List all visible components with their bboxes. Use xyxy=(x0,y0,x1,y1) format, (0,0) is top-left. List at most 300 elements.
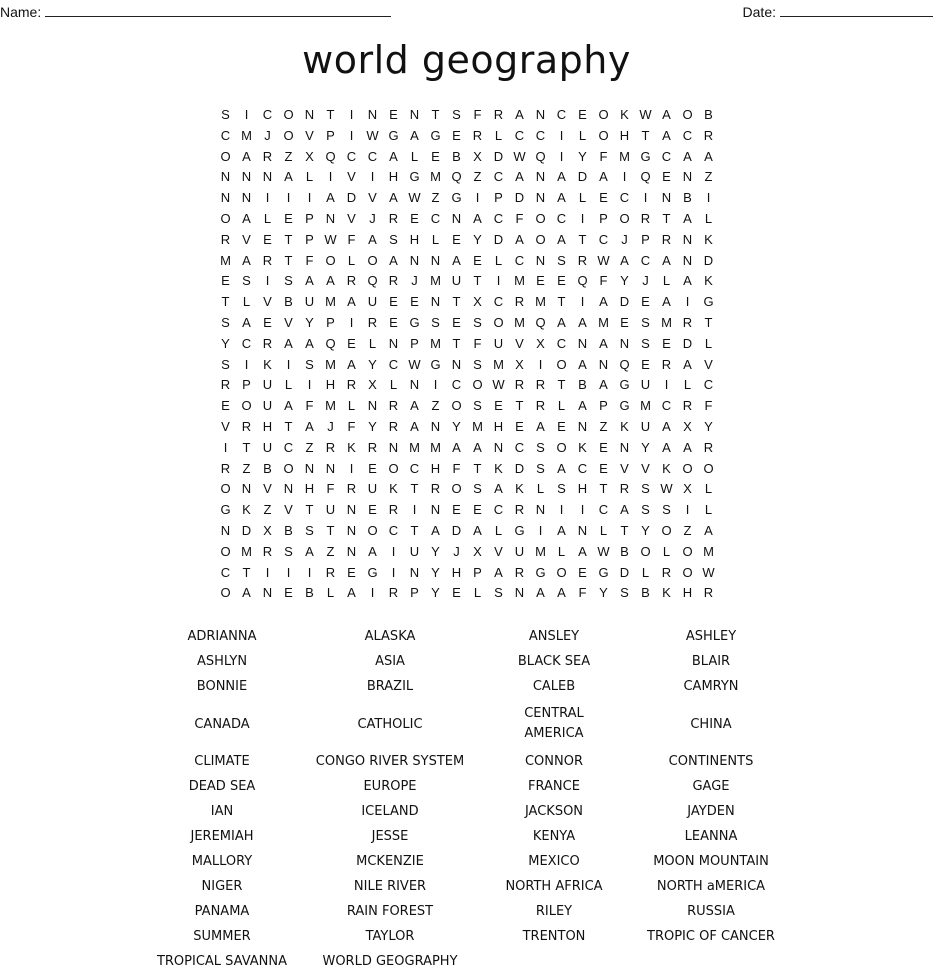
grid-letter[interactable]: C xyxy=(346,148,357,164)
grid-letter[interactable]: R xyxy=(262,252,273,268)
grid-letter[interactable]: I xyxy=(685,502,690,518)
grid-letter[interactable]: O xyxy=(598,107,609,122)
grid-letter[interactable]: D xyxy=(619,294,630,310)
grid-letter[interactable]: R xyxy=(262,148,273,164)
grid-letter[interactable]: K xyxy=(494,460,503,476)
grid-letter[interactable]: H xyxy=(388,169,399,185)
grid-letter[interactable]: E xyxy=(263,314,272,330)
grid-letter[interactable]: A xyxy=(242,314,251,330)
grid-letter[interactable]: E xyxy=(599,460,608,476)
grid-letter[interactable]: R xyxy=(388,210,399,226)
grid-letter[interactable]: A xyxy=(389,190,398,206)
grid-letter[interactable]: C xyxy=(388,356,399,372)
grid-letter[interactable]: E xyxy=(284,210,293,226)
grid-letter[interactable]: J xyxy=(411,273,418,289)
grid-letter[interactable]: E xyxy=(389,294,398,310)
grid-letter[interactable]: U xyxy=(262,439,273,455)
grid-letter[interactable]: X xyxy=(515,356,524,372)
grid-letter[interactable]: T xyxy=(431,107,440,122)
grid-letter[interactable]: N xyxy=(451,356,462,372)
grid-letter[interactable]: L xyxy=(326,585,335,601)
grid-letter[interactable]: H xyxy=(262,418,273,434)
grid-letter[interactable]: R xyxy=(535,398,546,414)
grid-letter[interactable]: C xyxy=(682,127,693,143)
grid-letter[interactable]: R xyxy=(388,585,399,601)
grid-letter[interactable]: N xyxy=(283,481,294,497)
grid-letter[interactable]: R xyxy=(619,481,630,497)
grid-letter[interactable]: R xyxy=(220,231,231,247)
grid-letter[interactable]: H xyxy=(304,481,315,497)
grid-letter[interactable]: A xyxy=(410,127,419,143)
grid-letter[interactable]: Z xyxy=(431,398,440,414)
grid-letter[interactable]: Q xyxy=(325,148,336,164)
grid-letter[interactable]: S xyxy=(662,502,671,518)
grid-letter[interactable]: R xyxy=(682,314,693,330)
grid-letter[interactable]: L xyxy=(368,335,377,351)
grid-letter[interactable]: Y xyxy=(641,439,650,455)
grid-letter[interactable]: N xyxy=(346,502,357,518)
grid-letter[interactable]: K xyxy=(578,439,587,455)
grid-letter[interactable]: O xyxy=(682,460,693,476)
grid-letter[interactable]: K xyxy=(263,356,272,372)
grid-letter[interactable]: G xyxy=(535,564,546,580)
grid-letter[interactable]: I xyxy=(244,356,249,372)
grid-letter[interactable]: A xyxy=(536,418,545,434)
grid-letter[interactable]: C xyxy=(283,439,294,455)
grid-letter[interactable]: L xyxy=(494,127,503,143)
grid-letter[interactable]: W xyxy=(513,148,526,164)
grid-letter[interactable]: P xyxy=(242,377,251,393)
grid-letter[interactable]: I xyxy=(664,377,669,393)
grid-letter[interactable]: W xyxy=(492,377,505,393)
grid-letter[interactable]: A xyxy=(389,148,398,164)
grid-letter[interactable]: E xyxy=(452,502,461,518)
grid-letter[interactable]: C xyxy=(493,502,504,518)
grid-letter[interactable]: A xyxy=(305,543,314,559)
grid-letter[interactable]: E xyxy=(473,252,482,268)
grid-letter[interactable]: O xyxy=(493,314,504,330)
grid-letter[interactable]: I xyxy=(286,356,291,372)
grid-letter[interactable]: N xyxy=(682,231,693,247)
grid-letter[interactable]: I xyxy=(391,543,396,559)
grid-letter[interactable]: S xyxy=(641,502,650,518)
grid-letter[interactable]: A xyxy=(704,522,713,538)
grid-letter[interactable]: L xyxy=(536,481,545,497)
grid-letter[interactable]: Z xyxy=(326,543,335,559)
grid-letter[interactable]: G xyxy=(703,294,714,310)
grid-letter[interactable]: C xyxy=(493,294,504,310)
grid-letter[interactable]: V xyxy=(620,460,629,476)
grid-letter[interactable]: O xyxy=(451,398,462,414)
grid-letter[interactable]: T xyxy=(410,481,419,497)
grid-letter[interactable]: T xyxy=(620,522,629,538)
grid-letter[interactable]: S xyxy=(221,356,230,372)
grid-letter[interactable]: Z xyxy=(599,418,608,434)
grid-letter[interactable]: B xyxy=(284,294,293,310)
grid-letter[interactable]: A xyxy=(557,314,566,330)
grid-letter[interactable]: G xyxy=(451,190,462,206)
grid-letter[interactable]: N xyxy=(577,522,588,538)
grid-letter[interactable]: M xyxy=(493,356,504,372)
grid-letter[interactable]: N xyxy=(619,439,630,455)
grid-letter[interactable]: Z xyxy=(242,460,251,476)
grid-letter[interactable]: B xyxy=(305,585,314,601)
grid-letter[interactable]: A xyxy=(368,231,377,247)
grid-letter[interactable]: U xyxy=(640,418,651,434)
grid-letter[interactable]: B xyxy=(641,585,650,601)
grid-letter[interactable]: X xyxy=(683,481,692,497)
grid-letter[interactable]: L xyxy=(557,543,566,559)
grid-letter[interactable]: O xyxy=(598,127,609,143)
grid-letter[interactable]: R xyxy=(388,273,399,289)
grid-letter[interactable]: B xyxy=(620,543,629,559)
grid-letter[interactable]: O xyxy=(556,439,567,455)
grid-letter[interactable]: Y xyxy=(452,418,461,434)
grid-letter[interactable]: V xyxy=(704,356,713,372)
grid-letter[interactable]: C xyxy=(262,107,273,122)
grid-letter[interactable]: T xyxy=(557,377,566,393)
grid-letter[interactable]: M xyxy=(430,169,441,185)
grid-letter[interactable]: J xyxy=(264,127,271,143)
grid-letter[interactable]: P xyxy=(494,190,503,206)
grid-letter[interactable]: V xyxy=(641,460,650,476)
grid-letter[interactable]: J xyxy=(327,418,334,434)
grid-letter[interactable]: Q xyxy=(535,314,546,330)
grid-letter[interactable]: R xyxy=(472,127,483,143)
grid-letter[interactable]: D xyxy=(577,169,588,185)
grid-letter[interactable]: F xyxy=(473,335,482,351)
grid-letter[interactable]: A xyxy=(473,439,482,455)
grid-letter[interactable]: G xyxy=(430,356,441,372)
grid-letter[interactable]: N xyxy=(577,335,588,351)
grid-letter[interactable]: I xyxy=(265,190,270,206)
grid-letter[interactable]: Y xyxy=(221,335,230,351)
grid-letter[interactable]: K xyxy=(704,231,713,247)
grid-letter[interactable]: E xyxy=(389,107,398,122)
grid-letter[interactable]: V xyxy=(263,481,272,497)
grid-letter[interactable]: E xyxy=(494,398,503,414)
grid-letter[interactable]: O xyxy=(283,107,294,122)
grid-letter[interactable]: A xyxy=(347,294,356,310)
grid-letter[interactable]: C xyxy=(493,169,504,185)
grid-letter[interactable]: S xyxy=(242,273,251,289)
grid-letter[interactable]: A xyxy=(620,502,629,518)
grid-letter[interactable]: R xyxy=(346,481,357,497)
grid-letter[interactable]: C xyxy=(703,377,714,393)
grid-letter[interactable]: C xyxy=(241,335,252,351)
grid-letter[interactable]: G xyxy=(220,502,231,518)
grid-letter[interactable]: S xyxy=(620,585,629,601)
grid-letter[interactable]: G xyxy=(619,377,630,393)
grid-letter[interactable]: T xyxy=(305,502,314,518)
grid-letter[interactable]: E xyxy=(599,190,608,206)
grid-letter[interactable]: C xyxy=(577,460,588,476)
grid-letter[interactable]: N xyxy=(577,418,588,434)
grid-letter[interactable]: D xyxy=(619,564,630,580)
grid-letter[interactable]: S xyxy=(284,543,293,559)
grid-letter[interactable]: M xyxy=(640,398,651,414)
grid-letter[interactable]: S xyxy=(473,398,482,414)
grid-letter[interactable]: L xyxy=(704,502,713,518)
date-line[interactable] xyxy=(780,3,933,17)
grid-letter[interactable]: A xyxy=(515,231,524,247)
grid-letter[interactable]: C xyxy=(556,107,567,122)
grid-letter[interactable]: O xyxy=(682,543,693,559)
grid-letter[interactable]: A xyxy=(389,252,398,268)
grid-letter[interactable]: T xyxy=(641,127,650,143)
grid-letter[interactable]: P xyxy=(326,127,335,143)
grid-letter[interactable]: T xyxy=(221,294,230,310)
grid-letter[interactable]: G xyxy=(514,522,525,538)
grid-letter[interactable]: Q xyxy=(535,148,546,164)
grid-letter[interactable]: N xyxy=(451,210,462,226)
grid-letter[interactable]: T xyxy=(515,398,524,414)
grid-letter[interactable]: N xyxy=(430,294,441,310)
grid-letter[interactable]: D xyxy=(493,148,504,164)
grid-letter[interactable]: A xyxy=(326,190,335,206)
grid-letter[interactable]: G xyxy=(430,127,441,143)
grid-letter[interactable]: R xyxy=(703,585,714,601)
grid-letter[interactable]: F xyxy=(347,231,356,247)
grid-letter[interactable]: N xyxy=(220,190,231,206)
grid-letter[interactable]: M xyxy=(598,314,609,330)
grid-letter[interactable]: S xyxy=(221,314,230,330)
grid-letter[interactable]: G xyxy=(598,564,609,580)
grid-letter[interactable]: V xyxy=(305,127,314,143)
grid-letter[interactable]: A xyxy=(242,585,251,601)
grid-letter[interactable]: L xyxy=(431,231,440,247)
grid-letter[interactable]: V xyxy=(347,169,356,185)
grid-letter[interactable]: R xyxy=(640,210,651,226)
grid-letter[interactable]: K xyxy=(662,460,671,476)
grid-letter[interactable]: K xyxy=(242,502,251,518)
grid-letter[interactable]: H xyxy=(619,127,630,143)
grid-letter[interactable]: D xyxy=(514,190,525,206)
grid-letter[interactable]: R xyxy=(220,377,231,393)
grid-letter[interactable]: U xyxy=(640,377,651,393)
grid-letter[interactable]: X xyxy=(263,522,272,538)
grid-letter[interactable]: O xyxy=(556,564,567,580)
grid-letter[interactable]: A xyxy=(284,398,293,414)
grid-letter[interactable]: O xyxy=(682,107,693,122)
grid-letter[interactable]: Q xyxy=(619,356,630,372)
grid-letter[interactable]: E xyxy=(263,231,272,247)
grid-letter[interactable]: L xyxy=(305,169,314,185)
grid-letter[interactable]: N xyxy=(220,522,231,538)
grid-letter[interactable]: R xyxy=(367,314,378,330)
grid-letter[interactable]: Y xyxy=(620,273,629,289)
grid-letter[interactable]: R xyxy=(661,231,672,247)
grid-letter[interactable]: N xyxy=(325,460,336,476)
grid-letter[interactable]: F xyxy=(326,481,335,497)
grid-letter[interactable]: T xyxy=(473,273,482,289)
grid-letter[interactable]: Y xyxy=(473,231,482,247)
grid-letter[interactable]: L xyxy=(683,377,692,393)
grid-letter[interactable]: C xyxy=(220,127,231,143)
grid-letter[interactable]: S xyxy=(473,314,482,330)
grid-letter[interactable]: M xyxy=(409,439,420,455)
grid-letter[interactable]: U xyxy=(262,398,273,414)
grid-letter[interactable]: A xyxy=(515,169,524,185)
grid-letter[interactable]: W xyxy=(597,252,610,268)
grid-letter[interactable]: P xyxy=(599,398,608,414)
grid-letter[interactable]: E xyxy=(221,273,230,289)
grid-letter[interactable]: P xyxy=(305,210,314,226)
grid-letter[interactable]: A xyxy=(473,522,482,538)
grid-letter[interactable]: S xyxy=(494,585,503,601)
grid-letter[interactable]: S xyxy=(305,522,314,538)
grid-letter[interactable]: L xyxy=(599,522,608,538)
grid-letter[interactable]: T xyxy=(704,314,713,330)
grid-letter[interactable]: D xyxy=(703,252,714,268)
grid-letter[interactable]: H xyxy=(325,377,336,393)
grid-letter[interactable]: N xyxy=(304,107,315,122)
grid-letter[interactable]: K xyxy=(662,585,671,601)
grid-letter[interactable]: T xyxy=(473,460,482,476)
grid-letter[interactable]: O xyxy=(682,564,693,580)
grid-letter[interactable]: O xyxy=(619,210,630,226)
grid-letter[interactable]: F xyxy=(599,273,608,289)
grid-letter[interactable]: T xyxy=(284,231,293,247)
grid-letter[interactable]: E xyxy=(410,294,419,310)
grid-letter[interactable]: M xyxy=(430,439,441,455)
grid-letter[interactable]: R xyxy=(262,335,273,351)
grid-letter[interactable]: N xyxy=(409,564,420,580)
grid-letter[interactable]: C xyxy=(493,210,504,226)
grid-letter[interactable]: A xyxy=(347,356,356,372)
grid-letter[interactable]: S xyxy=(641,481,650,497)
grid-letter[interactable]: O xyxy=(388,460,399,476)
grid-letter[interactable]: X xyxy=(536,335,545,351)
grid-letter[interactable]: P xyxy=(410,585,419,601)
grid-letter[interactable]: E xyxy=(368,502,377,518)
grid-letter[interactable]: A xyxy=(452,252,461,268)
grid-letter[interactable]: I xyxy=(475,190,480,206)
grid-letter[interactable]: P xyxy=(641,231,650,247)
grid-letter[interactable]: W xyxy=(660,481,673,497)
grid-letter[interactable]: F xyxy=(347,418,356,434)
grid-letter[interactable]: K xyxy=(704,273,713,289)
grid-letter[interactable]: A xyxy=(284,335,293,351)
grid-letter[interactable]: B xyxy=(263,460,272,476)
grid-letter[interactable]: L xyxy=(242,294,251,310)
grid-letter[interactable]: A xyxy=(578,398,587,414)
grid-letter[interactable]: A xyxy=(683,439,692,455)
grid-letter[interactable]: K xyxy=(515,481,524,497)
grid-letter[interactable]: A xyxy=(557,585,566,601)
grid-letter[interactable]: I xyxy=(286,564,291,580)
grid-letter[interactable]: X xyxy=(683,418,692,434)
grid-letter[interactable]: C xyxy=(451,377,462,393)
grid-letter[interactable]: O xyxy=(535,210,546,226)
grid-letter[interactable]: R xyxy=(661,564,672,580)
grid-letter[interactable]: V xyxy=(242,231,251,247)
grid-letter[interactable]: H xyxy=(493,418,504,434)
grid-letter[interactable]: O xyxy=(283,460,294,476)
grid-letter[interactable]: E xyxy=(557,418,566,434)
grid-letter[interactable]: I xyxy=(622,169,627,185)
grid-letter[interactable]: B xyxy=(683,190,692,206)
grid-letter[interactable]: C xyxy=(661,398,672,414)
grid-letter[interactable]: R xyxy=(241,418,252,434)
grid-letter[interactable]: S xyxy=(473,481,482,497)
grid-letter[interactable]: N xyxy=(535,107,546,122)
grid-letter[interactable]: L xyxy=(641,564,650,580)
grid-letter[interactable]: L xyxy=(704,335,713,351)
grid-letter[interactable]: M xyxy=(241,127,252,143)
grid-letter[interactable]: A xyxy=(473,210,482,226)
grid-letter[interactable]: S xyxy=(536,439,545,455)
grid-letter[interactable]: Y xyxy=(578,148,587,164)
grid-letter[interactable]: N xyxy=(367,398,378,414)
grid-letter[interactable]: S xyxy=(641,314,650,330)
grid-letter[interactable]: I xyxy=(643,190,648,206)
grid-letter[interactable]: R xyxy=(325,564,336,580)
grid-letter[interactable]: N xyxy=(262,169,273,185)
grid-letter[interactable]: G xyxy=(388,127,399,143)
grid-letter[interactable]: F xyxy=(578,585,587,601)
grid-letter[interactable]: I xyxy=(580,210,585,226)
grid-letter[interactable]: U xyxy=(262,377,273,393)
grid-letter[interactable]: O xyxy=(556,356,567,372)
grid-letter[interactable]: M xyxy=(472,418,483,434)
grid-letter[interactable]: M xyxy=(703,543,714,559)
grid-letter[interactable]: S xyxy=(452,107,461,122)
grid-letter[interactable]: G xyxy=(409,169,420,185)
grid-letter[interactable]: I xyxy=(559,502,564,518)
grid-letter[interactable]: M xyxy=(325,356,336,372)
grid-letter[interactable]: Y xyxy=(368,356,377,372)
grid-letter[interactable]: R xyxy=(682,398,693,414)
grid-letter[interactable]: F xyxy=(473,107,482,122)
grid-letter[interactable]: S xyxy=(431,314,440,330)
grid-letter[interactable]: I xyxy=(370,585,375,601)
grid-letter[interactable]: O xyxy=(220,210,231,226)
grid-letter[interactable]: I xyxy=(349,460,354,476)
grid-letter[interactable]: K xyxy=(620,418,629,434)
grid-letter[interactable]: U xyxy=(304,294,315,310)
grid-letter[interactable]: G xyxy=(640,148,651,164)
grid-letter[interactable]: N xyxy=(535,169,546,185)
grid-letter[interactable]: X xyxy=(473,294,482,310)
grid-letter[interactable]: I xyxy=(307,564,312,580)
grid-letter[interactable]: A xyxy=(557,460,566,476)
grid-letter[interactable]: L xyxy=(473,585,482,601)
grid-letter[interactable]: J xyxy=(621,231,628,247)
grid-letter[interactable]: F xyxy=(515,210,524,226)
grid-letter[interactable]: W xyxy=(408,356,421,372)
grid-letter[interactable]: N xyxy=(682,169,693,185)
grid-letter[interactable]: E xyxy=(389,314,398,330)
grid-letter[interactable]: A xyxy=(305,335,314,351)
grid-letter[interactable]: I xyxy=(580,294,585,310)
grid-letter[interactable]: P xyxy=(599,210,608,226)
grid-letter[interactable]: E xyxy=(662,335,671,351)
grid-letter[interactable]: A xyxy=(683,273,692,289)
grid-letter[interactable]: D xyxy=(682,335,693,351)
grid-letter[interactable]: L xyxy=(284,377,293,393)
grid-letter[interactable]: I xyxy=(538,522,543,538)
grid-letter[interactable]: T xyxy=(662,210,671,226)
grid-letter[interactable]: D xyxy=(346,190,357,206)
grid-letter[interactable]: X xyxy=(368,377,377,393)
grid-letter[interactable]: A xyxy=(242,252,251,268)
grid-letter[interactable]: C xyxy=(514,252,525,268)
grid-letter[interactable]: R xyxy=(346,377,357,393)
grid-letter[interactable]: T xyxy=(242,564,251,580)
grid-letter[interactable]: E xyxy=(452,585,461,601)
grid-letter[interactable]: R xyxy=(388,502,399,518)
